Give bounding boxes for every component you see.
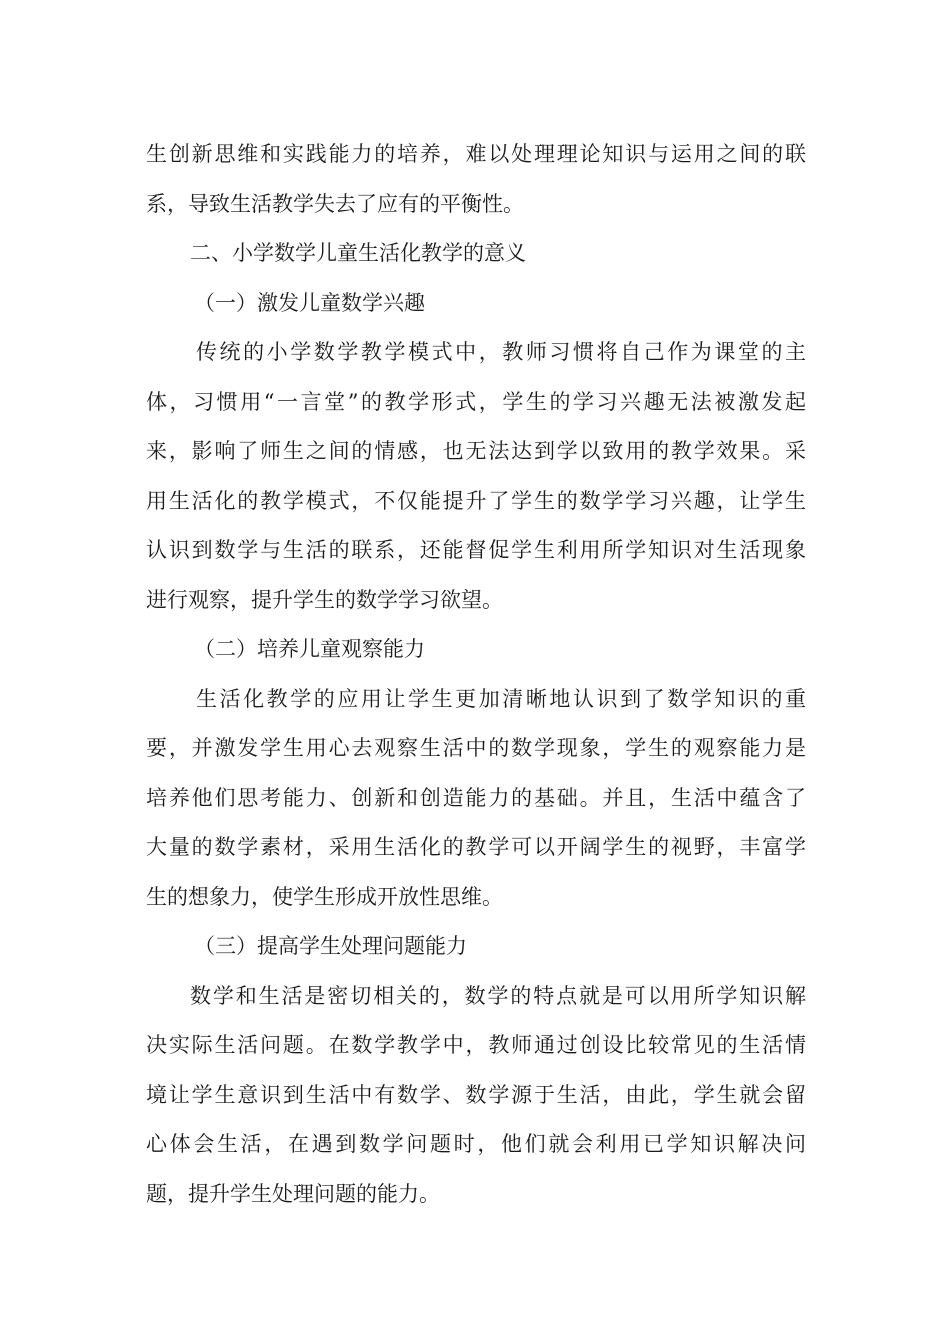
text-line: 决实际生活问题。在数学教学中，教师通过创设比较常见的生活情 <box>146 1033 806 1057</box>
text-line: 用生活化的教学模式，不仅能提升了学生的数学学习兴趣，让学生 <box>146 488 806 513</box>
text-line: 培养他们思考能力、创新和创造能力的基础。并且，生活中蕴含了 <box>146 785 806 810</box>
text-line: 来，影响了师生之间的情感，也无法达到学以致用的教学效果。采 <box>146 439 806 463</box>
text-line: 大量的数学素材，采用生活化的教学可以开阔学生的视野，丰富学 <box>146 835 806 859</box>
paragraph-interest <box>146 328 806 625</box>
text-line: 传统的小学数学教学模式中，教师习惯将自己作为课堂的主 <box>196 340 806 364</box>
paragraph-problem-solving <box>146 972 806 1220</box>
subsection-heading-1: （一）激发儿童数学兴趣 <box>194 290 425 315</box>
text-line: 生活化教学的应用让学生更加清晰地认识到了数学知识的重 <box>196 686 806 711</box>
subsection-heading-3: （三）提高学生处理问题能力 <box>194 934 467 958</box>
text-line: 数学和生活是密切相关的，数学的特点就是可以用所学知识解 <box>190 983 806 1008</box>
section-heading: 二、小学数学儿童生活化教学的意义 <box>190 241 526 265</box>
text-line: 认识到数学与生活的联系，还能督促学生利用所学知识对生活现象 <box>146 538 806 562</box>
subsection-heading-2: （二）培养儿童观察能力 <box>194 637 425 661</box>
text-line: 题，提升学生处理问题的能力。 <box>146 1181 440 1206</box>
text-line: 系，导致生活教学失去了应有的平衡性。 <box>146 191 524 216</box>
text-line: 进行观察，提升学生的数学学习欲望。 <box>146 587 503 612</box>
text-line: 境让学生意识到生活中有数学、数学源于生活，由此，学生就会留 <box>146 1082 806 1107</box>
text-line: 体，习惯用“一言堂”的教学形式，学生的学习兴趣无法被激发起 <box>146 389 806 414</box>
text-line: 生创新思维和实践能力的培养，难以处理理论知识与运用之间的联 <box>146 142 806 166</box>
text-line: 要，并激发学生用心去观察生活中的数学现象，学生的观察能力是 <box>146 736 806 760</box>
text-line: 心体会生活，在遇到数学问题时，他们就会利用已学知识解决问 <box>146 1132 806 1156</box>
document-page <box>146 130 806 1219</box>
paragraph-observation <box>146 675 806 923</box>
text-line: 生的想象力，使学生形成开放性思维。 <box>146 884 503 909</box>
paragraph-continued <box>146 130 806 229</box>
